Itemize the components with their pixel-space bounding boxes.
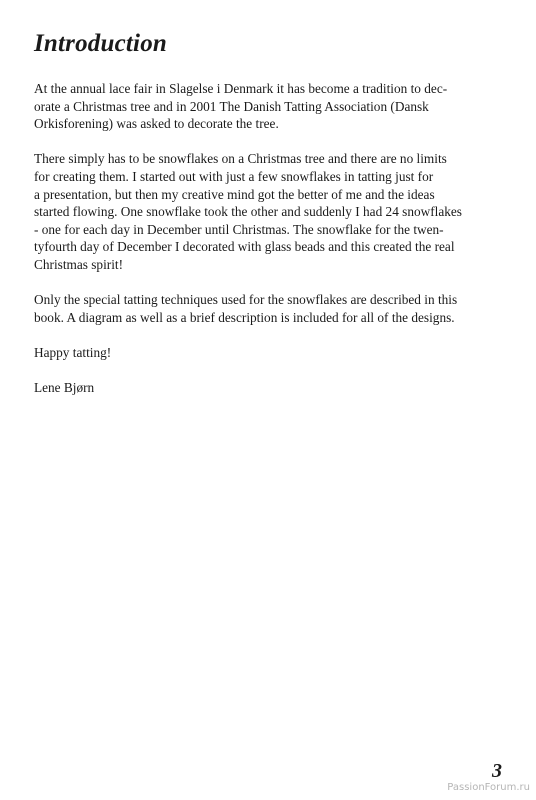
text-line: Orkisforening) was asked to decorate the tree. [34,116,279,132]
text-line: started flowing. One snowflake took the other and suddenly I had 24 snowflakes [34,204,462,220]
text-line: Lene Bjørn [34,380,95,396]
text-line: Christmas spirit! [34,256,124,272]
text-line: - one for each day in December until Christmas. The snowflake for the twen- [34,221,444,237]
paragraph-techniques [34,291,504,326]
author-signature [34,379,504,397]
text-line: for creating them. I started out with just a few snowflakes in tatting just for [34,168,434,184]
paragraph-intro [34,80,504,133]
paragraph-greeting [34,344,504,362]
text-line: tyfourth day of December I decorated with glass beads and this created the real [34,239,455,255]
text-line: Happy tatting! [34,344,112,360]
page-title: Introduction [34,30,168,57]
body-text [34,80,504,414]
page-number: 3 [492,760,502,782]
text-line: Only the special tatting techniques used for the snowflakes are described in this [34,292,458,308]
text-line: At the annual lace fair in Slagelse i Denmark it has become a tradition to dec- [34,81,448,96]
text-line: a presentation, but then my creative mind got the better of me and the ideas [34,186,435,202]
text-line: book. A diagram as well as a brief description is included for all of the designs. [34,309,455,325]
text-line: There simply has to be snowflakes on a Christmas tree and there are no limits [34,151,447,167]
watermark: PassionForum.ru [447,782,530,793]
paragraph-snowflakes [34,150,504,273]
text-line: orate a Christmas tree and in 2001 The Danish Tatting Association (Dansk [34,98,429,114]
